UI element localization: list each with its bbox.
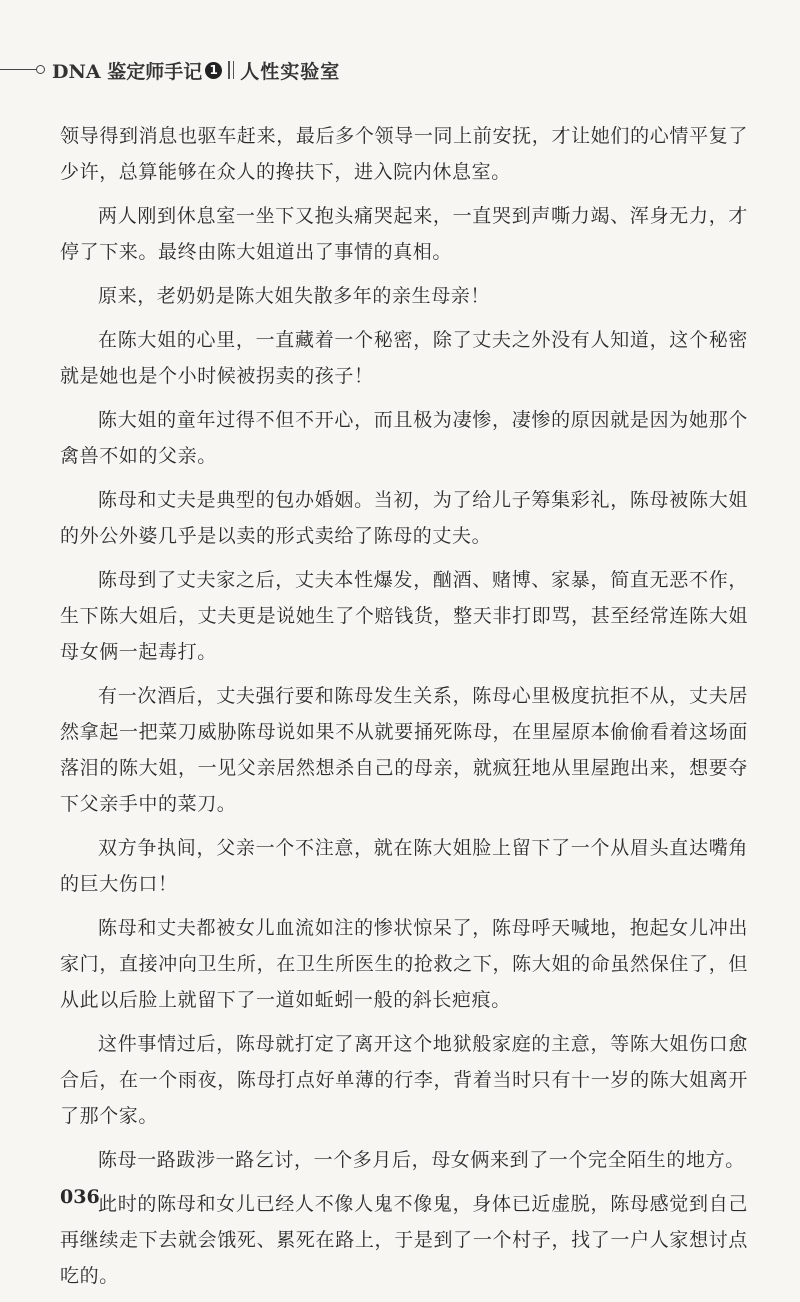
paragraph: 领导得到消息也驱车赶来，最后多个领导一同上前安抚，才让她们的心情平复了少许，总算能够在众人的搀扶下，进入院内休息室。 bbox=[60, 125, 748, 183]
paragraph: 原来，老奶奶是陈大姐失散多年的亲生母亲！ bbox=[98, 285, 491, 307]
paragraph: 两人刚到休息室一坐下又抱头痛哭起来，一直哭到声嘶力竭、浑身无力，才停了下来。最终由陈大姐道出了事情的真相。 bbox=[60, 205, 748, 263]
paragraph: 这件事情过后，陈母就打定了离开这个地狱般家庭的主意，等陈大姐伤口愈合后，在一个雨夜，陈母打点好单薄的行李，背着当时只有十一岁的陈大姐离开了那个家。 bbox=[60, 1033, 748, 1127]
body-text bbox=[60, 118, 748, 1302]
paragraph: 陈母到了丈夫家之后，丈夫本性爆发，酗酒、赌博、家暴，简直无恶不作，生下陈大姐后，丈夫更是说她生了个赔钱货，整天非打即骂，甚至经常连陈大姐母女俩一起毒打。 bbox=[60, 569, 748, 663]
page-number: 036 bbox=[60, 1186, 100, 1208]
volume-number-badge: 1 bbox=[205, 62, 222, 79]
header-rule bbox=[0, 69, 36, 70]
header-text bbox=[52, 56, 340, 84]
paragraph: 在陈大姐的心里，一直藏着一个秘密，除了丈夫之外没有人知道，这个秘密就是她也是个小时候被拐卖的孩子！ bbox=[60, 329, 748, 387]
header-circle-ornament bbox=[36, 65, 45, 74]
paragraph: 陈母和丈夫都被女儿血流如注的惨状惊呆了，陈母呼天喊地，抱起女儿冲出家门，直接冲向卫生所，在卫生所医生的抢救之下，陈大姐的命虽然保住了，但从此以后脸上就留下了一道如蚯蚓一般的斜长疤痕。 bbox=[60, 917, 748, 1011]
paragraph: 双方争执间，父亲一个不注意，就在陈大姐脸上留下了一个从眉头直达嘴角的巨大伤口！ bbox=[60, 837, 748, 895]
paragraph: 陈大姐的童年过得不但不开心，而且极为凄惨，凄惨的原因就是因为她那个禽兽不如的父亲。 bbox=[60, 409, 748, 467]
book-title: DNA 鉴定师手记 bbox=[52, 60, 203, 83]
header-divider bbox=[228, 61, 234, 79]
paragraph: 此时的陈母和女儿已经人不像人鬼不像鬼，身体已近虚脱，陈母感觉到自己再继续走下去就会饿死、累死在路上，于是到了一个村子，找了一户人家想讨点吃的。 bbox=[60, 1193, 748, 1287]
paragraph: 陈母和丈夫是典型的包办婚姻。当初，为了给儿子筹集彩礼，陈母被陈大姐的外公外婆几乎是以卖的形式卖给了陈母的丈夫。 bbox=[60, 489, 748, 547]
book-subtitle: 人性实验室 bbox=[240, 60, 341, 83]
running-header bbox=[0, 56, 800, 84]
paragraph: 陈母一路跋涉一路乞讨，一个多月后，母女俩来到了一个完全陌生的地方。 bbox=[98, 1149, 745, 1171]
paragraph: 有一次酒后，丈夫强行要和陈母发生关系，陈母心里极度抗拒不从，丈夫居然拿起一把菜刀威胁陈母说如果不从就要捅死陈母，在里屋原本偷偷看着这场面落泪的陈大姐，一见父亲居然想杀自己的母亲，就疯狂地从里屋跑出来，想要夺下父亲手中的菜刀。 bbox=[60, 685, 748, 815]
